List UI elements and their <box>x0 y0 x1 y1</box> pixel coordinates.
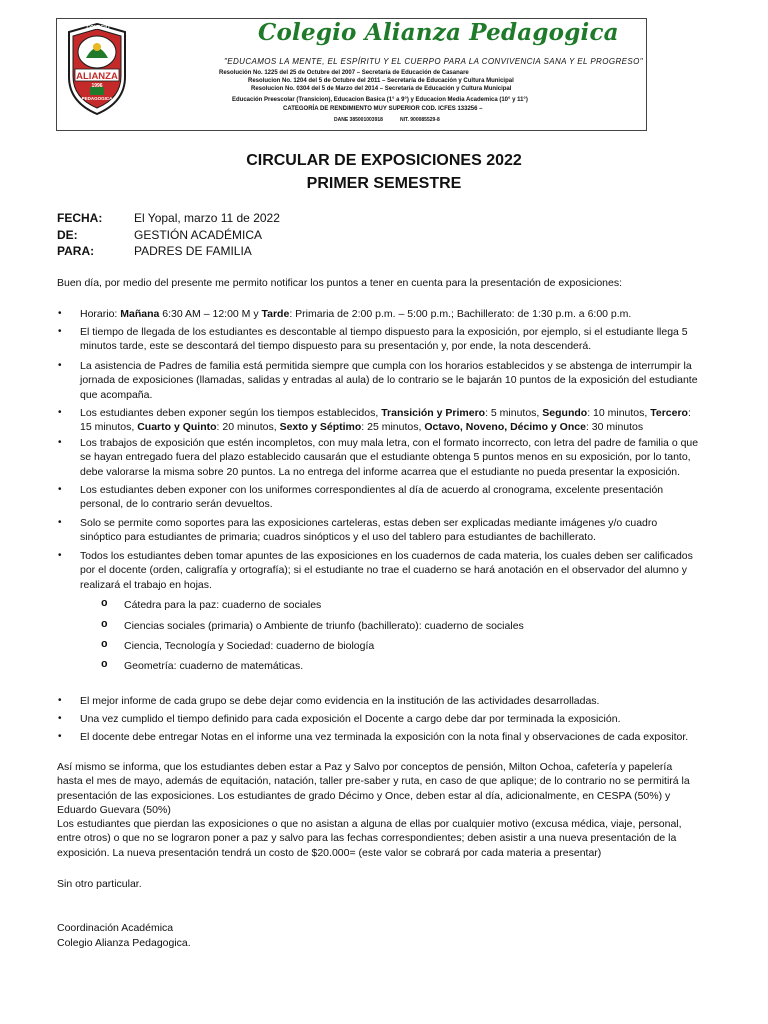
bullet-item-grades: El docente debe entregar Notas en el informe una vez terminada la exposición con la nota final y observaciones de cada expositor. <box>80 731 689 743</box>
dane-code: DANE 385001003918 <box>334 117 383 123</box>
seal-bottom-text: PEDAGOGICA <box>81 96 113 101</box>
bullet-marker: • <box>58 360 62 371</box>
school-seal-icon <box>66 22 128 116</box>
bullet-marker: • <box>58 550 62 561</box>
sub-item: Cátedra para la paz: cuaderno de sociales <box>124 599 322 611</box>
bullet-item-notes: Todos los estudiantes deben tomar apuntes de las exposiciones en los cuadernos de cada materia, los cuales deben ser calificados por el docente (orden, caligrafía y ortografía); si el estudiante no trae el cuaderno se hará anotación en el observador del alumno y realizará el trabajo en hojas. <box>80 550 693 591</box>
bullet-item-schedule: Horario: Mañana 6:30 AM – 12:00 M y Tarde: Primaria de 2:00 p.m. – 5:00 p.m.; Bachillerato: de 1:30 p.m. a 6:00 p.m. <box>80 308 632 320</box>
sub-item: Ciencias sociales (primaria) o Ambiente de triunfo (bachillerato): cuaderno de sociales <box>124 620 524 632</box>
sub-bullet-marker: o <box>101 598 108 610</box>
intro-paragraph: Buen día, por medio del presente me permito notificar los puntos a tener en cuenta para la presentación de exposiciones: <box>57 277 623 289</box>
bullet-marker: • <box>58 713 62 724</box>
bullet-marker: • <box>58 517 62 528</box>
resolution-line: Resolución No. 1225 del 25 de Octubre del 2007 – Secretaría de Educación de Casanare <box>219 70 469 76</box>
resolution-line: Resolucion No. 0304 del 5 de Marzo del 2014 – Secretaría de Educación y Cultura Municipal <box>251 86 512 92</box>
bullet-item-incomplete-work: Los trabajos de exposición que estén incompletos, con muy mala letra, con el formato incorrecto, con letra del padre de familia o que se hayan entregado fuera del plazo establecido causarán que el estudiante obtenga 5 puntos menos en su exposición, por lo tanto, debe valorarse la misma sobre 20 puntos. La no entrega del informe acarrea que el estudiante no pueda presentar la exposición. <box>80 437 699 478</box>
bullet-marker: • <box>58 695 62 706</box>
sub-item: Geometría: cuaderno de matemáticas. <box>124 660 304 672</box>
bullet-item-parents: La asistencia de Padres de familia está permitida siempre que cumpla con los horarios establecidos y se abstenga de interrumpir la jornada de exposiciones (llamadas, salidas y entradas al aula) de lo contrario se le bajarán 10 puntos de la exposición del estudiante que acompaña. <box>80 360 698 401</box>
bullet-marker: • <box>58 437 62 448</box>
seal-name: ALIANZA <box>76 71 118 82</box>
sub-bullet-marker: o <box>101 639 108 651</box>
document-subtitle: PRIMER SEMESTRE <box>306 175 462 192</box>
closing-text: Sin otro particular. <box>57 878 142 890</box>
fecha-label: FECHA: <box>57 211 103 225</box>
resolution-line: Resolucion No. 1204 del 5 de Octubre del 2011 – Secretaría de Educación y Cultura Municipal <box>248 78 514 84</box>
education-levels-line: Educación Preescolar (Transicion), Educacion Basica (1° a 9°) y Educacion Media Academica (10° y 11°) <box>232 97 528 103</box>
sub-bullet-marker: o <box>101 659 108 671</box>
bullet-item-supports: Solo se permite como soportes para las exposiciones carteleras, estas deben ser explicadas mediante imágenes y/o cuadro sinóptico para estudiantes de primaria; cuadros sinópticos y el uso del tablero para estudiantes de bachillerato. <box>80 517 658 544</box>
bullet-marker: • <box>58 407 62 418</box>
icfes-category-line: CATEGORÍA DE RENDIMIENTO MUY SUPERIOR COD. ICFES 133256 – <box>283 106 483 112</box>
bullet-item-arrival: El tiempo de llegada de los estudiantes es descontable al tiempo dispuesto para la exposición, por ejemplo, si el estudiante llega 5 minutos tarde, este se descontará del tiempo dispuesto para su presentación y, por ende, la nota descenderá. <box>80 326 688 353</box>
signature-role: Coordinación Académica <box>57 922 174 934</box>
seal-year: 1996 <box>91 83 103 89</box>
bullet-marker: • <box>58 308 62 319</box>
signature-institution: Colegio Alianza Pedagogica. <box>57 937 191 949</box>
bullet-item-uniforms: Los estudiantes deben exponer con los uniformes correspondientes al día de acuerdo al cronograma, excelente presentación personal, de lo contrario serán devueltos. <box>80 484 664 511</box>
bullet-marker: • <box>58 326 62 337</box>
school-motto: "EDUCAMOS LA MENTE, EL ESPÍRITU Y EL CUERPO PARA LA CONVIVENCIA SANA Y EL PROGRESO" <box>224 57 643 66</box>
para-value: PADRES DE FAMILIA <box>134 244 252 258</box>
school-name: Colegio Alianza Pedagogica <box>258 19 619 46</box>
payment-paragraph: Así mismo se informa, que los estudiantes deben estar a Paz y Salvo por conceptos de pensión, Milton Ochoa, cafetería y papelería hasta el mes de mayo, además de equitación, natación, taller pre-saber y ruta, en caso de que aplique; de lo contrario no se permitirá la presentación de las exposiciones. Los estudiantes de grado Décimo y Once, deben estar al día, adicionalmente, en CESPA (50%) y Eduardo Guevara (50%) <box>57 761 690 816</box>
bullet-marker: • <box>58 731 62 742</box>
para-label: PARA: <box>57 244 95 258</box>
de-label: DE: <box>57 228 78 242</box>
document-title: CIRCULAR DE EXPOSICIONES 2022 <box>246 152 522 169</box>
fecha-value: El Yopal, marzo 11 de 2022 <box>134 211 280 225</box>
seal-top-text: COLEGIO <box>86 25 110 31</box>
makeup-paragraph: Los estudiantes que pierdan las exposiciones o que no asistan a alguna de ellas por cualquier motivo (excusa médica, viaje, personal, entre otros) o que no se lograron poner a paz y salvo para las fechas correspondientes; deben asistir a una nueva presentación de la exposición. La nueva presentación tendrá un costo de $20.000= (este valor se cobrará por cada materia a presentar) <box>57 818 682 859</box>
bullet-item-best-report: El mejor informe de cada grupo se debe dejar como evidencia en la institución de las actividades desarrolladas. <box>80 695 600 707</box>
sub-item: Ciencia, Tecnología y Sociedad: cuaderno de biología <box>124 640 375 652</box>
bullet-marker: • <box>58 484 62 495</box>
de-value: GESTIÓN ACADÉMICA <box>134 228 263 242</box>
bullet-item-times: Los estudiantes deben exponer según los tiempos establecidos, Transición y Primero: 5 minutos, Segundo: 10 minutos, Tercero: 15 minutos, Cuarto y Quinto: 20 minutos, Sexto y Séptimo: 25 minutos, Octavo, Noveno, Décimo y Once: 30 minutos <box>80 407 691 434</box>
bullet-item-time-limit: Una vez cumplido el tiempo definido para cada exposición el Docente a cargo debe dar por terminada la exposición. <box>80 713 621 725</box>
nit-code: NIT. 900085529-8 <box>400 117 440 123</box>
sub-bullet-marker: o <box>101 619 108 631</box>
